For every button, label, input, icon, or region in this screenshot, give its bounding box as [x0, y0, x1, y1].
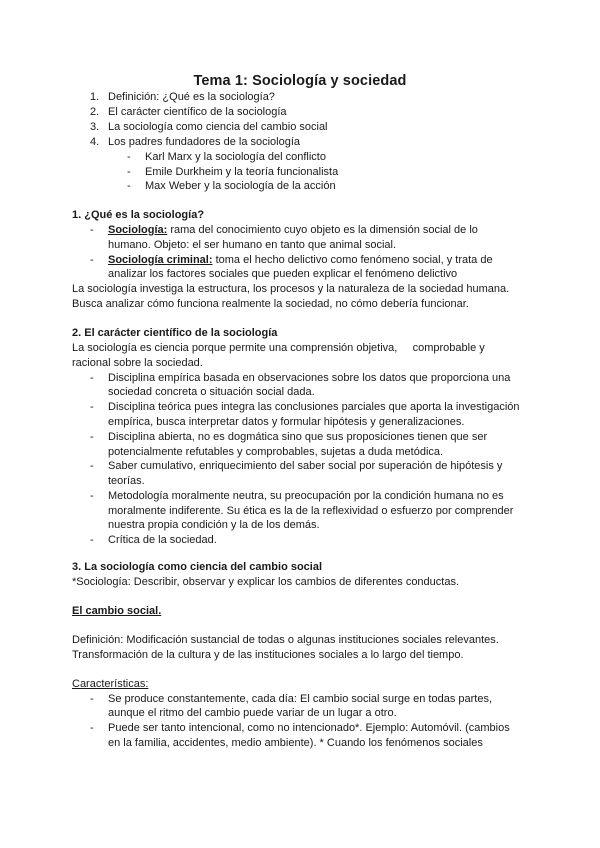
toc-item: Definición: ¿Qué es la sociología?: [108, 91, 275, 103]
paragraph: Definición: Modificación sustancial de todas o algunas instituciones sociales relevantes.: [72, 634, 499, 646]
note: *Sociología: Describir, observar y explicar los cambios de diferentes conductas.: [72, 576, 460, 588]
toc-number: 4.: [90, 136, 100, 148]
bullet-dash: -: [90, 534, 94, 546]
toc-item: La sociología como ciencia del cambio social: [108, 121, 328, 133]
definition-text: humano. Objeto: el ser humano en tanto que animal social.: [108, 239, 397, 251]
bullet-dash: -: [90, 490, 94, 502]
founder-item: Karl Marx y la sociología del conflicto: [145, 151, 326, 163]
paragraph: La sociología investiga la estructura, los procesos y la naturaleza de la sociedad humana.: [72, 283, 510, 295]
paragraph: La sociología es ciencia porque permite una comprensión objetiva, comprobable y: [72, 342, 485, 354]
definition-sociologia-criminal: [108, 253, 493, 268]
toc-item: El carácter científico de la sociología: [108, 106, 287, 118]
bullet-dash: -: [90, 224, 94, 236]
bullet-dash: -: [90, 460, 94, 472]
bullet-dash: -: [90, 254, 94, 266]
list-item: Crítica de la sociedad.: [108, 534, 217, 546]
section-heading: 2. El carácter científico de la sociología: [72, 327, 278, 339]
list-item: Disciplina abierta, no es dogmática sino que sus proposiciones tienen que ser: [108, 431, 488, 443]
toc-number: 3.: [90, 121, 100, 133]
bullet-dash: -: [90, 722, 94, 734]
list-item: empírica, busca interpretar datos y formular hipótesis y generalizaciones.: [108, 416, 465, 428]
definition-text: rama del conocimiento cuyo objeto es la dimensión social de lo: [167, 224, 478, 236]
list-item: Metodología moralmente neutra, su preocupación por la condición humana no es: [108, 490, 504, 502]
list-item: potencialmente refutables y comprobables, sujetas a duda metódica.: [108, 446, 444, 458]
bullet-dash: -: [127, 151, 131, 163]
definition-text: analizar los factores sociales que pueden explicar el fenómeno delictivo: [108, 268, 458, 280]
section-heading: 1. ¿Qué es la sociología?: [72, 209, 205, 221]
toc-item: Los padres fundadores de la sociología: [108, 136, 301, 148]
paragraph: Transformación de la cultura y de las instituciones sociales a lo largo del tiempo.: [72, 649, 464, 661]
definition-sociologia: [108, 223, 478, 238]
bullet-dash: -: [127, 180, 131, 192]
toc-number: 2.: [90, 106, 100, 118]
paragraph: racional sobre la sociedad.: [72, 357, 203, 369]
list-item: moralmente indiferente. Su ética es la de la reflexividad o esfuerzo por comprender: [108, 505, 514, 517]
list-item: Disciplina empírica basada en observaciones sobre los datos que proporciona una: [108, 372, 511, 384]
bullet-dash: -: [127, 166, 131, 178]
list-item: Saber cumulativo, enriquecimiento del saber social por superación de hipótesis y: [108, 460, 503, 472]
toc-number: 1.: [90, 91, 100, 103]
list-item: teorías.: [108, 475, 145, 487]
list-item: nuestra propia condición y la de los demás.: [108, 519, 320, 531]
bullet-dash: -: [90, 401, 94, 413]
list-item: aunque el ritmo del cambio puede variar de un lugar a otro.: [108, 707, 397, 719]
list-item: Puede ser tanto intencional, como no intencionado*. Ejemplo: Automóvil. (cambios: [108, 722, 510, 734]
bullet-dash: -: [90, 431, 94, 443]
list-item: Disciplina teórica pues integra las conclusiones parciales que aporta la investigación: [108, 401, 520, 413]
definition-text: toma el hecho delictivo como fenómeno social, y trata de: [212, 254, 493, 266]
term-sociologia: Sociología:: [108, 224, 168, 236]
founder-item: Max Weber y la sociología de la acción: [145, 180, 336, 192]
term-sociologia-criminal: Sociología criminal:: [108, 254, 213, 266]
subheading-caracteristicas: Características:: [72, 678, 149, 690]
bullet-dash: -: [90, 372, 94, 384]
page-title: Tema 1: Sociología y sociedad: [193, 73, 407, 89]
list-item: sociedad concreta o situación social dada.: [108, 386, 315, 398]
subheading-cambio-social: El cambio social.: [72, 605, 162, 617]
section-heading: 3. La sociología como ciencia del cambio social: [72, 561, 323, 573]
list-item: Se produce constantemente, cada día: El cambio social surge en todas partes,: [108, 693, 493, 705]
paragraph: Busca analizar cómo funciona realmente la sociedad, no cómo debería funcionar.: [72, 298, 469, 310]
list-item: en la familia, accidentes, medio ambiente). * Cuando los fenómenos sociales: [108, 737, 483, 749]
bullet-dash: -: [90, 693, 94, 705]
founder-item: Emile Durkheim y la teoría funcionalista: [145, 166, 339, 178]
